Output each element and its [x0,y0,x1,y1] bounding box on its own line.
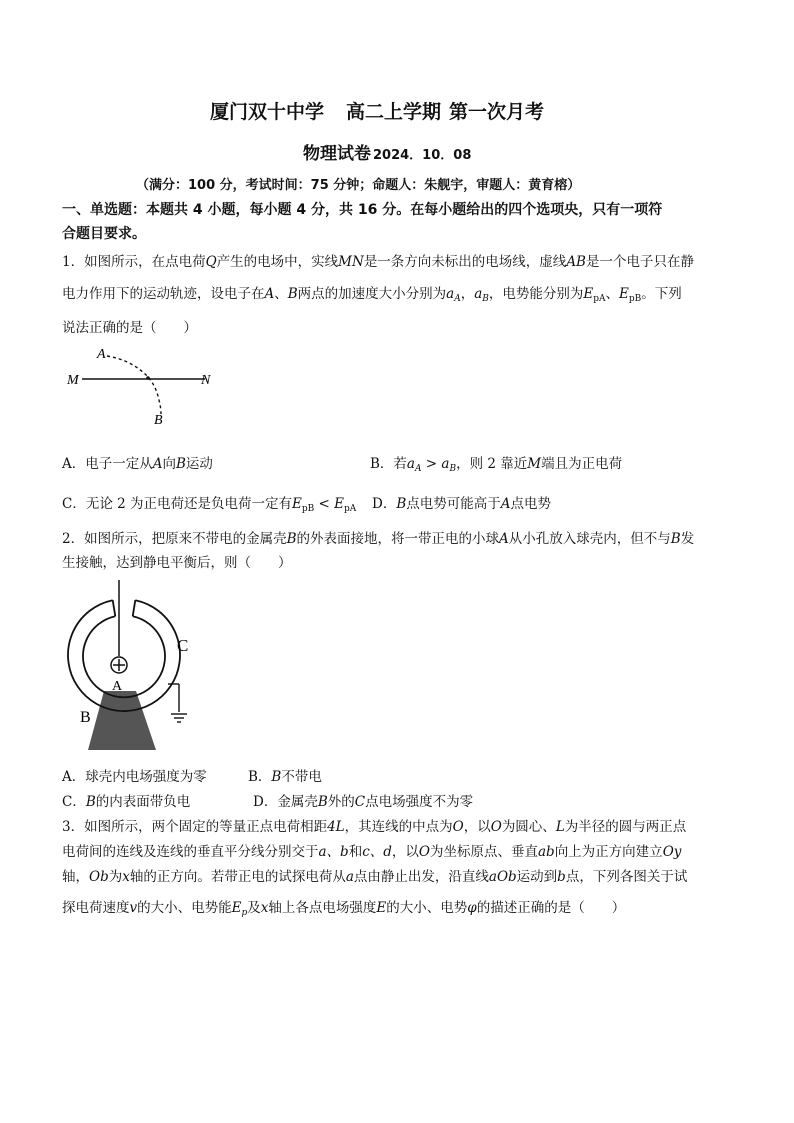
q1-option-d[interactable]: D．B点电势可能高于A点电势 [372,496,551,512]
section-heading-line1: 一、单选题：本题共 4 小题，每小题 4 分，共 16 分。在每小题给出的四个选项央，只有一项符 [62,202,663,218]
q2-option-b[interactable]: B．B不带电 [248,769,322,785]
trajectory-ab [107,356,161,414]
q3-line3: 轴，Ob为x轴的正方向。若带正电的试探电荷从a点由静止出发，沿直线aOb运动到b点，下列各图关于试 [62,869,688,885]
subject-line [303,139,471,164]
q1-option-c[interactable]: C．无论 2 为正电荷还是负电荷一定有$E_{pB} < E_{pA}$ [62,496,357,514]
exam-title [210,97,544,124]
exam-meta: （满分：100 分，考试时间：75 分钟；命题人：朱舰宇，审题人：黄育榕） [136,178,581,193]
q1-option-a[interactable]: A．电子一定从A向B运动 [62,456,213,472]
shell-inner [83,616,165,697]
label-c: C [177,636,189,655]
q2-option-a[interactable]: A．球壳内电场强度为零 [62,769,207,785]
q1-field-figure [60,340,230,430]
label-m: M [67,373,79,388]
exam-date: 2024．10．08 [373,148,472,163]
q1-line1: 1．如图所示，在点电荷Q产生的电场中，实线MN是一条方向未标出的电场线，虚线AB是一个电子只在静 [62,254,694,270]
shell-stand [88,691,156,750]
q1-line3: 说法正确的是（ ） [62,320,197,336]
section-heading-line2: 合题目要求。 [62,226,146,242]
q3-line2: 电荷间的连线及连线的垂直平分线分别交于a、b和c、d，以O为坐标原点、垂直ab向上为正方向建立Oy [62,844,682,860]
q2-shell-figure [60,580,210,752]
q1-line2: 电力作用下的运动轨迹，设电子在A、B两点的加速度大小分别为$a_A$，$a_B$，电势能分别为$E_{pA}$、$E_{pB}$。下列 [62,286,682,304]
q2-line2: 生接触，达到静电平衡后，则（ ） [62,555,292,571]
q1-option-b[interactable]: B．若$a_A > a_B$，则 2 靠近M端且为正电荷 [370,456,623,474]
label-n: N [201,373,211,388]
q2-option-c[interactable]: C．B的内表面带负电 [62,794,191,810]
q3-line1: 3．如图所示，两个固定的等量正点电荷相距4L，其连线的中点为O，以O为圆心、L为半径的圆与两正点 [62,819,687,835]
intersection-dot [146,376,150,380]
q2-line1: 2．如图所示，把原来不带电的金属壳B的外表面接地，将一带正电的小球A从小孔放入球壳内，但不与B发 [62,531,695,547]
term-name: 高二上学期 [346,101,442,123]
exam-name: 第一次月考 [449,101,545,123]
label-b: B [80,709,91,726]
label-a: A [112,679,123,694]
school-name: 厦门双十中学 [210,101,325,123]
subject-title: 物理试卷 [303,144,371,164]
label-a: A [97,347,106,362]
label-b: B [154,413,163,428]
q2-option-d[interactable]: D．金属壳B外的C点电场强度不为零 [253,794,474,810]
q3-line4: 探电荷速度v的大小、电势能$E_p$及x轴上各点电场强度E的大小、电势φ的描述正确的是（ ） [62,900,626,918]
